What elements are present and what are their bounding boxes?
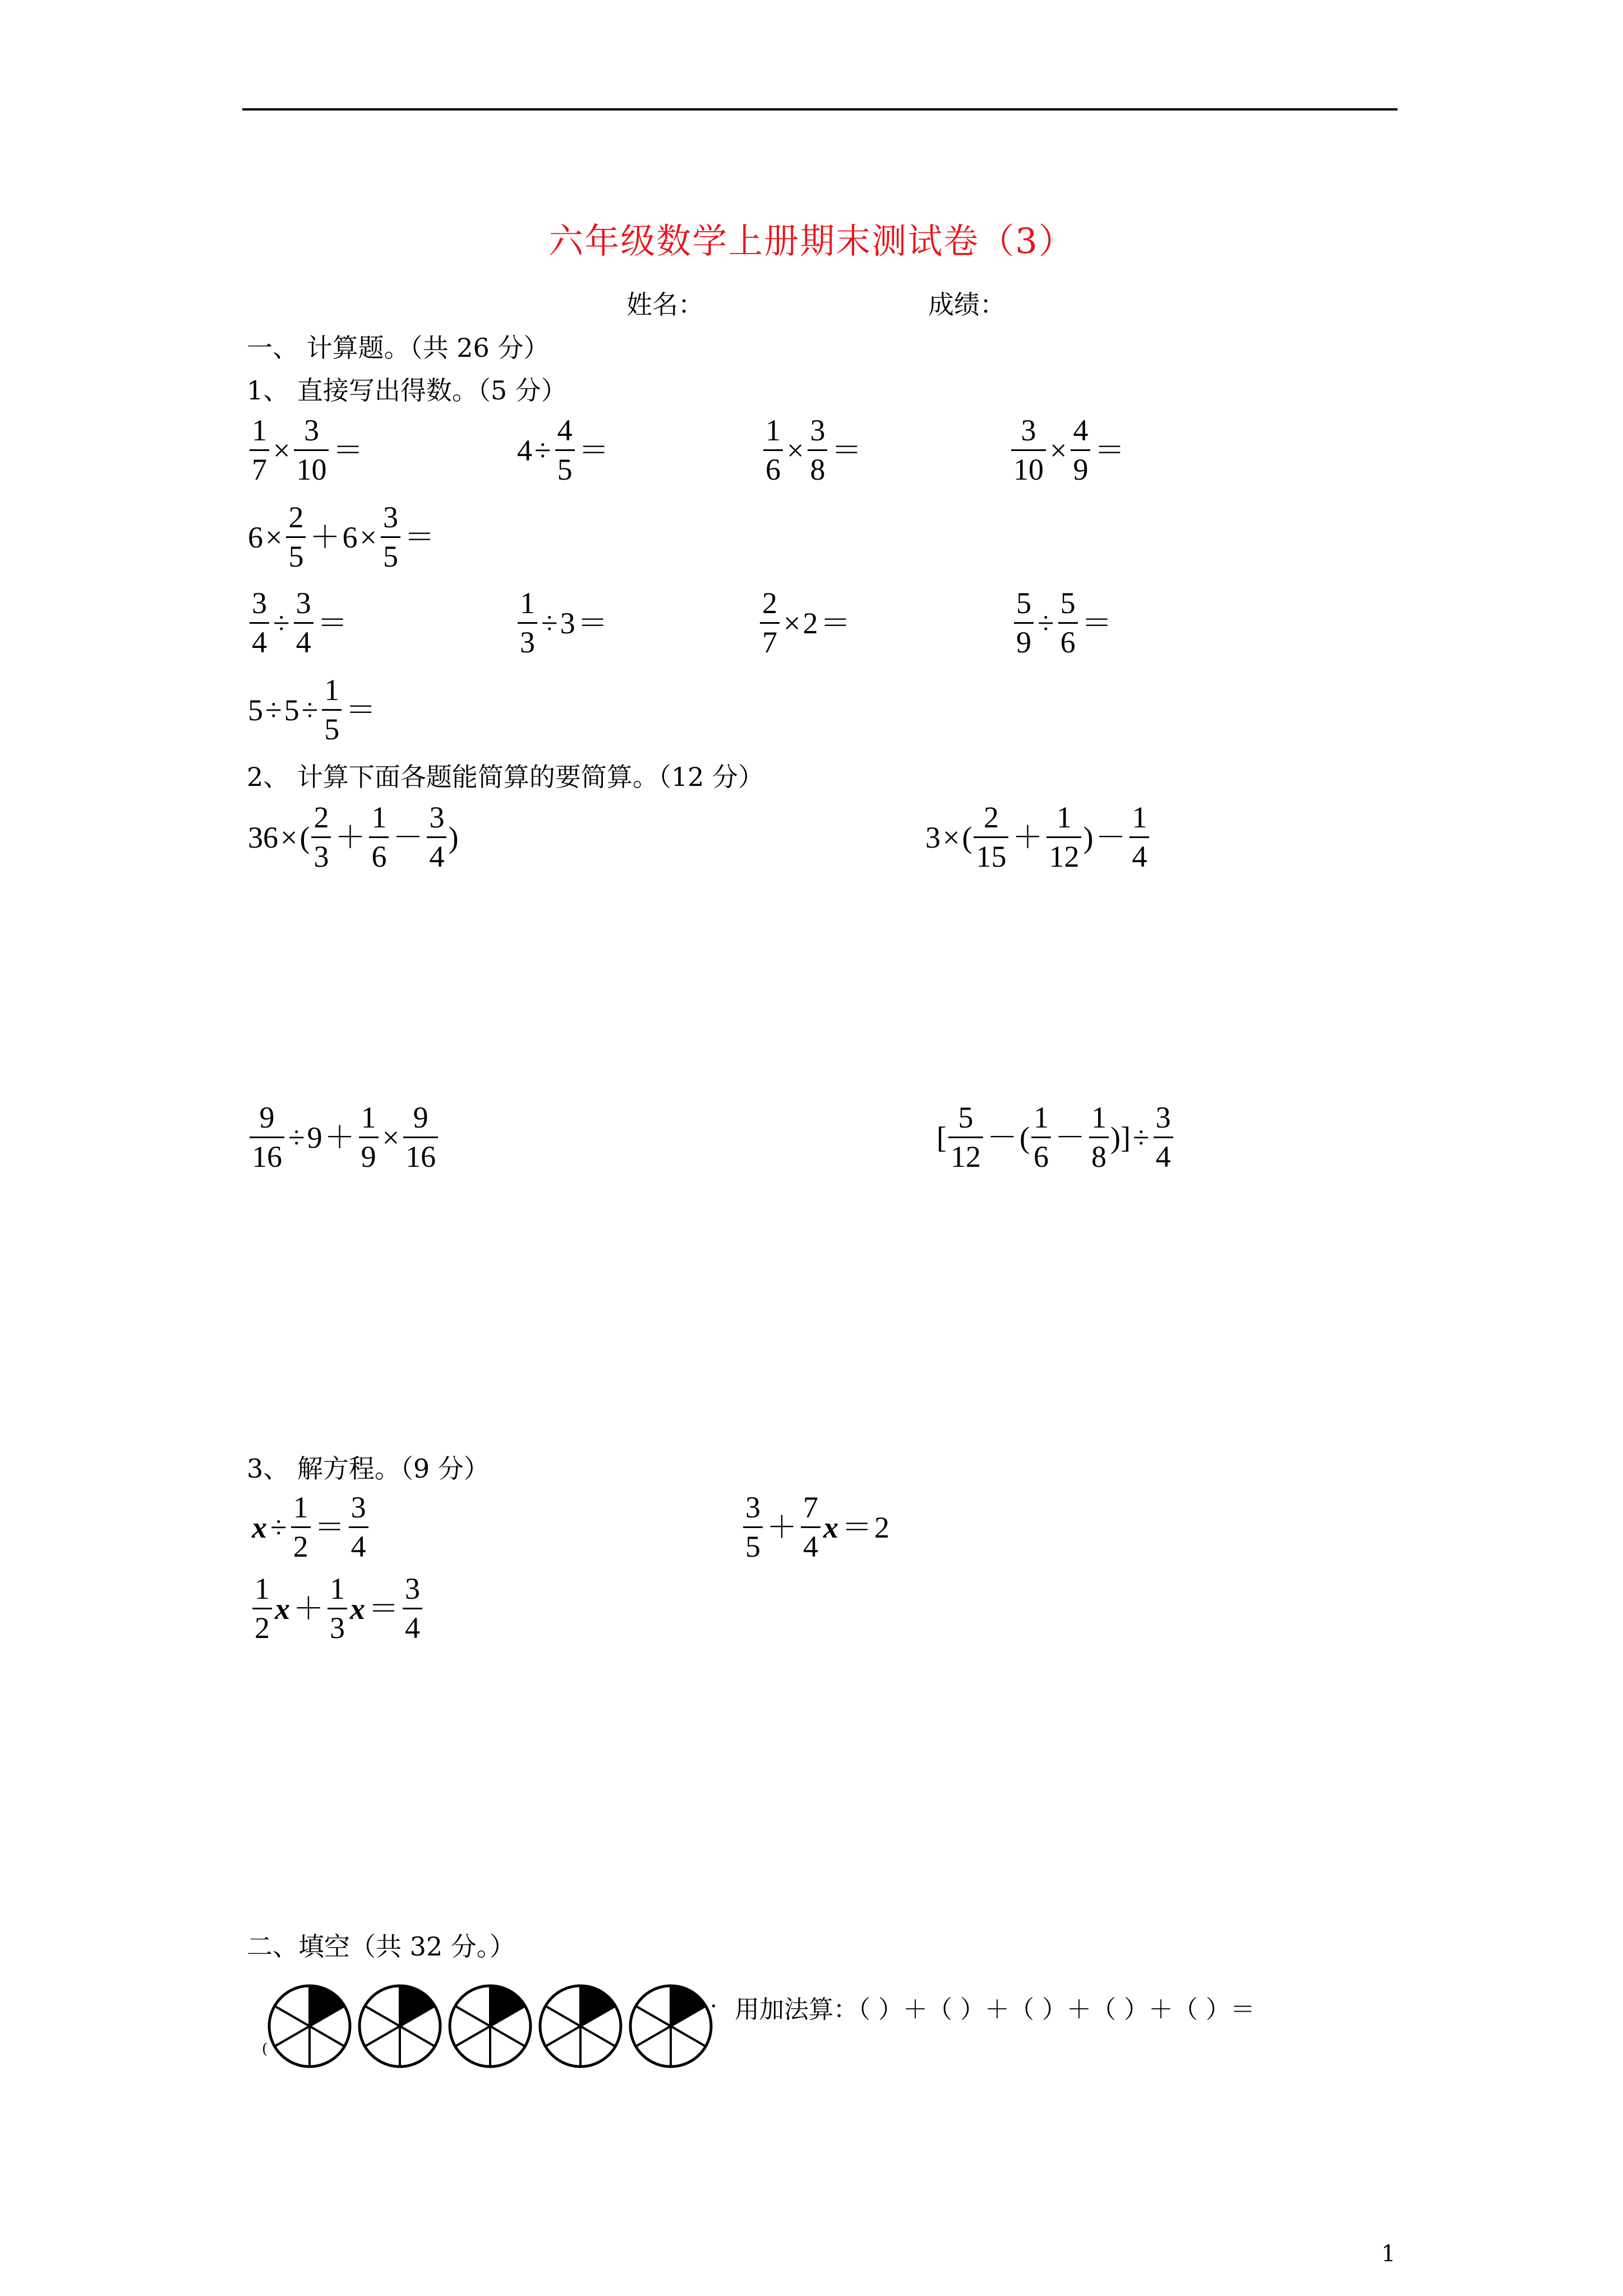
fraction: $\frac{1}{3}$ bbox=[328, 1573, 347, 1644]
fraction: $\frac{5}{9}$ bbox=[1014, 588, 1034, 658]
fraction: $\frac{1}{6}$ bbox=[369, 802, 389, 872]
page-title: 六年级数学上册期末测试卷（3） bbox=[548, 220, 1075, 261]
fraction: $\frac{4}{5}$ bbox=[555, 415, 575, 485]
expr-36-times-paren: 36 × ( $\frac{2}{3}$ ＋ $\frac{1}{6}$ － $\frac{3}{4}$ ) bbox=[248, 800, 459, 874]
equation-x-div-1-2: x ÷ $\frac{1}{2}$ ＝ $\frac{3}{4}$ bbox=[251, 1492, 370, 1562]
fraction-wheel bbox=[359, 1986, 440, 2067]
fraction: $\frac{3}{10}$ bbox=[1011, 415, 1046, 485]
fraction-wheel bbox=[450, 1986, 531, 2067]
fraction: $\frac{2}{7}$ bbox=[760, 588, 780, 658]
shaded-sector bbox=[490, 1986, 525, 2026]
fraction-wheel bbox=[540, 1986, 621, 2067]
name-label: 姓名： bbox=[626, 289, 704, 320]
section1-heading: 一、 计算题。（共 26 分） bbox=[247, 333, 550, 363]
fraction: $\frac{3}{4}$ bbox=[294, 588, 313, 658]
expr-3-times-paren-minus-1-4: 3 × ( $\frac{2}{15}$ ＋ $\frac{1}{12}$ ) － $\frac{1}{4}$ bbox=[925, 802, 1151, 872]
fraction: $\frac{1}{9}$ bbox=[359, 1102, 379, 1172]
fraction: $\frac{1}{12}$ bbox=[1046, 802, 1081, 872]
fraction: $\frac{1}{5}$ bbox=[322, 675, 342, 745]
shaded-sector bbox=[400, 1986, 435, 2026]
q2-heading: 2、 计算下面各题能简算的要简算。（12 分） bbox=[247, 762, 764, 792]
expr-2-7-times-2: $\frac{2}{7}$ × 2 ＝ bbox=[758, 588, 852, 658]
fraction: $\frac{2}{15}$ bbox=[974, 802, 1008, 872]
fraction: $\frac{3}{5}$ bbox=[381, 502, 400, 572]
fraction: $\frac{3}{10}$ bbox=[294, 415, 329, 485]
q3-heading: 3、 解方程。（9 分） bbox=[247, 1453, 490, 1484]
fraction: $\frac{1}{8}$ bbox=[1089, 1102, 1109, 1172]
score-label: 成绩： bbox=[928, 289, 1006, 320]
stray-paren-mark: ( bbox=[262, 2041, 268, 2058]
fraction: $\frac{5}{12}$ bbox=[948, 1102, 983, 1172]
expr-4-div-4-5: 4 ÷ $\frac{4}{5}$ ＝ bbox=[517, 413, 609, 487]
q1-heading: 1、 直接写出得数。（5 分） bbox=[247, 375, 567, 406]
fraction: $\frac{2}{5}$ bbox=[286, 502, 306, 572]
expr-1-3-div-3: $\frac{1}{3}$ ÷ 3 ＝ bbox=[516, 588, 610, 658]
fraction: $\frac{3}{4}$ bbox=[1154, 1102, 1173, 1172]
shaded-sector bbox=[310, 1986, 344, 2026]
fraction-wheel bbox=[630, 1986, 711, 2067]
fraction: $\frac{4}{9}$ bbox=[1071, 415, 1090, 485]
fraction: $\frac{1}{6}$ bbox=[1031, 1102, 1051, 1172]
fraction: $\frac{3}{5}$ bbox=[743, 1492, 763, 1562]
wheel-dot: . bbox=[710, 1987, 717, 2013]
fraction: $\frac{3}{4}$ bbox=[349, 1492, 368, 1562]
expr-1-6-times-3-8: $\frac{1}{6}$ × $\frac{3}{8}$ ＝ bbox=[762, 415, 864, 485]
fraction: $\frac{1}{3}$ bbox=[518, 588, 537, 658]
fraction: $\frac{9}{16}$ bbox=[403, 1102, 438, 1172]
expr-3-4-div-3-4: $\frac{3}{4}$ ÷ $\frac{3}{4}$ ＝ bbox=[248, 588, 350, 658]
fraction: $\frac{2}{3}$ bbox=[311, 802, 331, 872]
expr-bracket-div-3-4: [ $\frac{5}{12}$ － ( $\frac{1}{6}$ － $\frac{1}{8}$ ) ] ÷ $\frac{3}{4}$ bbox=[937, 1102, 1175, 1172]
fraction: $\frac{5}{6}$ bbox=[1058, 588, 1078, 658]
fraction-wheels-figure bbox=[268, 1984, 722, 2068]
addition-prompt: 用加法算：（ ）＋（ ）＋（ ）＋（ ）＋（ ）＝ bbox=[735, 1995, 1255, 2024]
expr-1-7-times-3-10: $\frac{1}{7}$ × $\frac{3}{10}$ ＝ bbox=[248, 415, 365, 485]
fraction: $\frac{3}{4}$ bbox=[427, 802, 446, 872]
expr-6-times-2-5-plus-6-times-3-5: 6 × $\frac{2}{5}$ ＋ 6 × $\frac{3}{5}$ ＝ bbox=[248, 500, 435, 574]
page-number: 1 bbox=[1381, 2241, 1396, 2267]
fraction: $\frac{3}{4}$ bbox=[403, 1573, 422, 1644]
fraction: $\frac{1}{7}$ bbox=[250, 415, 269, 485]
expr-9-16-div-9-plus-1-9-times-9-16: $\frac{9}{16}$ ÷ 9 ＋ $\frac{1}{9}$ × $\frac{9}{16}$ bbox=[248, 1102, 440, 1172]
fraction: $\frac{3}{8}$ bbox=[808, 415, 827, 485]
equation-1-2-x-plus-1-3-x: $\frac{1}{2}$ x ＋ $\frac{1}{3}$ x ＝ $\frac{3}{4}$ bbox=[251, 1573, 424, 1644]
equation-3-5-plus-7-4-x: $\frac{3}{5}$ ＋ $\frac{7}{4}$ x ＝ 2 bbox=[741, 1492, 889, 1562]
expr-5-9-div-5-6: $\frac{5}{9}$ ÷ $\frac{5}{6}$ ＝ bbox=[1012, 588, 1114, 658]
fraction-wheel bbox=[269, 1986, 350, 2067]
fraction: $\frac{9}{16}$ bbox=[250, 1102, 284, 1172]
shaded-sector bbox=[671, 1986, 706, 2026]
expr-5-div-5-div-1-5: 5 ÷ 5 ÷ $\frac{1}{5}$ ＝ bbox=[248, 673, 376, 747]
expr-3-10-times-4-9: $\frac{3}{10}$ × $\frac{4}{9}$ ＝ bbox=[1009, 415, 1127, 485]
fraction: $\frac{7}{4}$ bbox=[801, 1492, 820, 1562]
fraction: $\frac{1}{2}$ bbox=[252, 1573, 272, 1644]
shaded-sector bbox=[580, 1986, 615, 2026]
fraction: $\frac{3}{4}$ bbox=[250, 588, 269, 658]
fraction: $\frac{1}{6}$ bbox=[763, 415, 783, 485]
section2-heading: 二、填空（共 32 分。） bbox=[247, 1931, 515, 1962]
fraction: $\frac{1}{4}$ bbox=[1129, 802, 1149, 872]
fraction: $\frac{1}{2}$ bbox=[291, 1492, 311, 1562]
header-rule bbox=[242, 108, 1398, 111]
